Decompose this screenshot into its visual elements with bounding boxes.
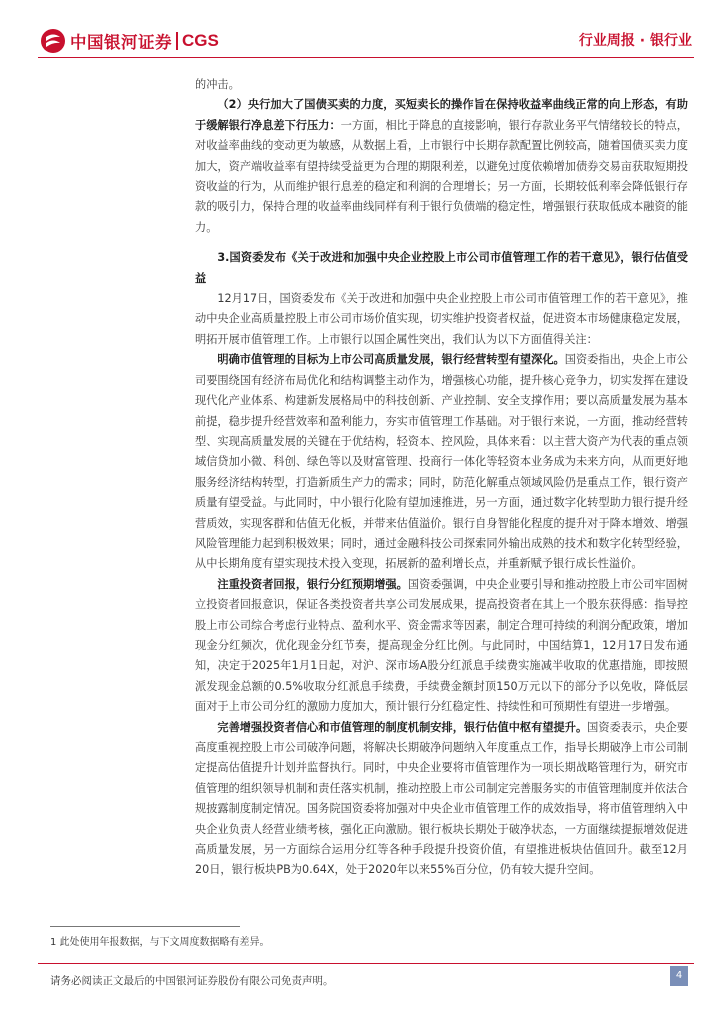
page-header (0, 0, 724, 60)
footnote: 1 此处使用年报数据，与下文周度数据略有差异。 (50, 937, 270, 948)
paragraph-text: 国资委强调，中央企业要引导和推动控股上市公司牢固树立投资者回报意识，保证各类投资者共享公司发展成果，提高投资者在其上一个股东获得感：指导控股上市公司综合考虑行业特点、盈利水平、资金需求等因素，制定合理可持续的利润分配政策，增加现金分红频次，优化现金分红节奏，提高现金分红比例。与此同时，中国结算1，12月17日发布通知，决定于2025年1月1日起，对沪、深市场A股分红派息手续费实施减半收取的优惠措施，即按照派发现金总额的0.5%收取分红派息手续费，手续费金额封顶150万元以下的部分予以免收，降低层面对于上市公司分红的激励力度加大，预计银行分红稳定性、持续性和可预期性有望进一步增强。 (195, 577, 688, 714)
main-content (195, 75, 688, 881)
paragraph-investor-return (195, 575, 688, 718)
footer-divider (38, 963, 694, 964)
logo-emblem-icon (40, 28, 66, 54)
paragraph-announcement: 12月17日，国资委发布《关于改进和加强中央企业控股上市公司市值管理工作的若干意见》，推动中央企业高质量控股上市公司市场价值实现，切实维护投资者权益，促进资本市场健康稳定发展，明拓开展市值管理工作。上市银行以国企属性突出，我们认为以下方面值得关注： (195, 292, 688, 346)
spacer (195, 238, 688, 248)
paragraph-continuation: 的冲击。 (195, 78, 240, 91)
paragraph-central-bank (195, 95, 688, 238)
logo-divider (176, 32, 178, 50)
paragraph-text: 国资委指出，央企上市公司要围绕国有经济布局优化和结构调整主动作为，增强核心功能，提升核心竞争力，切实发挥在建设现代化产业体系、构建新发展格局中的科技创新、产业控制、安全支撑作用；要以高质量发展为基本前提，稳步提升经营效率和盈利能力，夯实市值管理工作基础。对于银行来说，一方面，推动经营转型、实现高质量发展的关键在于优结构，轻资本、控风险，具体来看：以主营大资产为代表的重点领域信贷加小微、科创、绿色等以及财富管理、投商行一体化等轻资本业务成为未来方向，从而更好地服务经济结构转型，打造新质生产力的需求；同时，防范化解重点领域风险仍是重点工作，银行资产质量有望受益。与此同时，中小银行化险有望加速推进，另一方面，通过数字化转型助力银行提升经营质效，实现客群和估值无化板，并带来估值溢价。银行自身智能化程度的提升对于降本增效、增强风险管理能力起到积极效果；同时，通过金融科技公司探索同外输出成熟的技术和数字化转型经验，从中长期角度有望实现技术投入变现，拓展新的盈利增长点，并重新赋予银行成长性溢价。 (195, 353, 688, 571)
paragraph-lead: （2）央行加大了国债买卖的力度，买短卖长的操作旨在保持收益率曲线正常的向上形态，有助于缓解银行净息差下行压力： (195, 98, 688, 132)
footnote-divider (50, 926, 240, 927)
paragraph-text: 一方面，相比于降息的直接影响，银行存款业务平气情绪较长的特点，对收益率曲线的变动更为敏感，从数据上看，上市银行中长期存款配置比例较高，随着国债买卖力度加大，资产端收益率有望持续受益更为合理的期限利差，以避免过度依赖增加债券交易亩获取短期投资收益的行为，从而维护银行息差的稳定和利润的合理增长；另一方面，长期较低利率会降低银行存款的吸引力，保持合理的收益率曲线同样有利于银行负债端的稳定性，增强银行获取低成本融资的能力。 (195, 118, 688, 234)
logo-english-name: CGS (182, 31, 219, 50)
section-heading-3 (195, 248, 688, 289)
header-divider (38, 57, 694, 58)
paragraph-lead: 明确市值管理的目标为上市公司高质量发展，银行经营转型有望深化。 (217, 353, 565, 367)
paragraph-valuation (195, 718, 688, 881)
report-type-label: 行业周报 · 银行业 (578, 33, 692, 49)
company-logo (40, 26, 230, 56)
disclaimer-text: 请务必阅读正文最后的中国银河证券股份有限公司免责声明。 (50, 975, 334, 987)
section-heading-text: 3.国资委发布《关于改进和加强中央企业控股上市公司市值管理工作的若干意见》，银行估值受益 (195, 251, 688, 285)
paragraph-text: 国资委表示，央企要高度重视控股上市公司破净问题，将解决长期破净问题纳入年度重点工作，指导长期破净上市公司制定提高估值提升计划并监督执行。同时，中央企业要将市值管理作为一项长期战略管理行为，研究市值管理的组织领导机制和责任落实机制，推动控股上市公司制定完善服务实的市值管理制度并依法合规披露制度制定情况。国务院国资委将加强对中央企业市值管理工作的成效指导，将市值管理纳入中央企业负责人经营业绩考核，强化正向激励。银行板块长期处于破净状态，一方面继续提振增效促进高质量发展，另一方面综合运用分红等各种手段提升投资价值，有望推进板块估值回升。截至12月20日，银行板块PB为0.64X，处于2020年以来55%百分位，仍有较大提升空间。 (195, 720, 688, 877)
paragraph-lead: 完善增强投资者信心和市值管理的制度机制安排，银行估值中枢有望提升。 (217, 720, 588, 734)
page-number: 4 (670, 966, 688, 986)
paragraph-lead: 注重投资者回报，银行分红预期增强。 (217, 577, 408, 591)
paragraph-market-value-goal (195, 350, 688, 574)
logo-chinese-name: 中国银河证券 (70, 33, 172, 52)
